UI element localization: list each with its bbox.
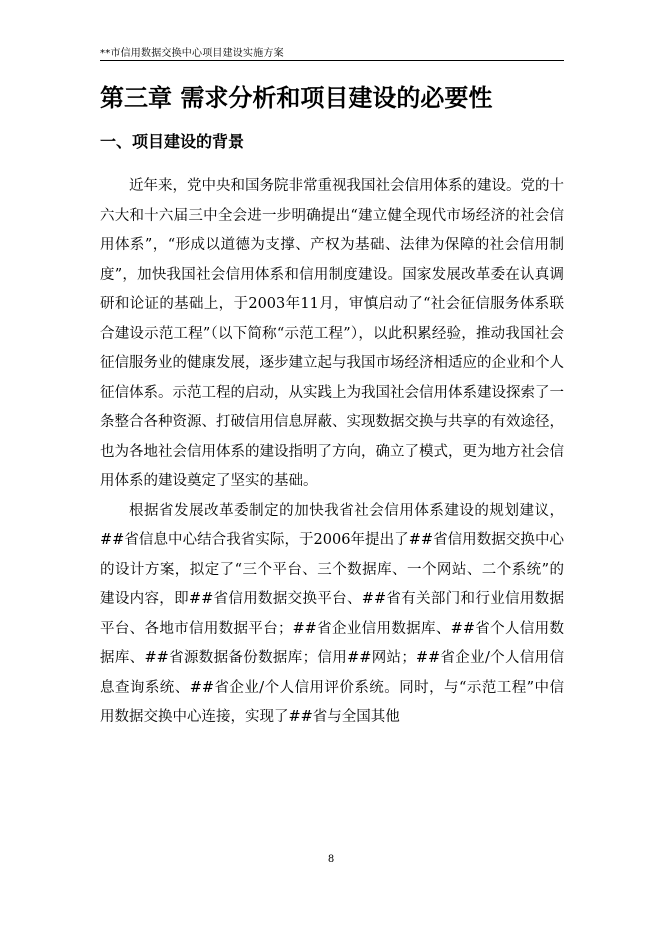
page-number: 8	[327, 854, 335, 865]
running-header: **市信用数据交换中心项目建设实施方案	[100, 48, 284, 59]
header-divider	[100, 60, 564, 61]
paragraph: 近年来，党中央和国务院非常重视我国社会信用体系的建设。党的十六大和十六届三中全会进一步明确提出“建立健全现代市场经济的社会信用体系”，“形成以道德为支撑、产权为基础、法律为保障的社会信用制度”，加快我国社会信用体系和信用制度建设。国家发展改革委在认真调研和论证的基础上，于2003年11月，审慎启动了“社会征信服务体系联合建设示范工程”（以下简称“示范工程”），以此积累经验，推动我国社会征信服务业的健康发展，逐步建立起与我国市场经济相适应的企业和个人征信体系。示范工程的启动，从实践上为我国社会信用体系建设探索了一条整合各种资源、打破信用信息屏蔽、实现数据交换与共享的有效途径，也为各地社会信用体系的建设指明了方向，确立了模式，更为地方社会信用体系的建设奠定了坚实的基础。	[100, 178, 564, 489]
chapter-title: 第三章 需求分析和项目建设的必要性	[100, 84, 493, 112]
body-text	[100, 172, 564, 733]
section-title: 一、项目建设的背景	[100, 132, 245, 151]
paragraph: 根据省发展改革委制定的加快我省社会信用体系建设的规划建议，##省信息中心结合我省实际，于2006年提出了##省信用数据交换中心的设计方案，拟定了“三个平台、三个数据库、一个网站、二个系统”的建设内容，即##省信用数据交换平台、##省有关部门和行业信用数据平台、各地市信用数据平台；##省企业信用数据库、##省个人信用数据库、##省源数据备份数据库；信用##网站；##省企业/个人信用信息查询系统、##省企业/个人信用评价系统。同时，与“示范工程”中信用数据交换中心连接，实现了##省与全国其他	[100, 502, 564, 725]
